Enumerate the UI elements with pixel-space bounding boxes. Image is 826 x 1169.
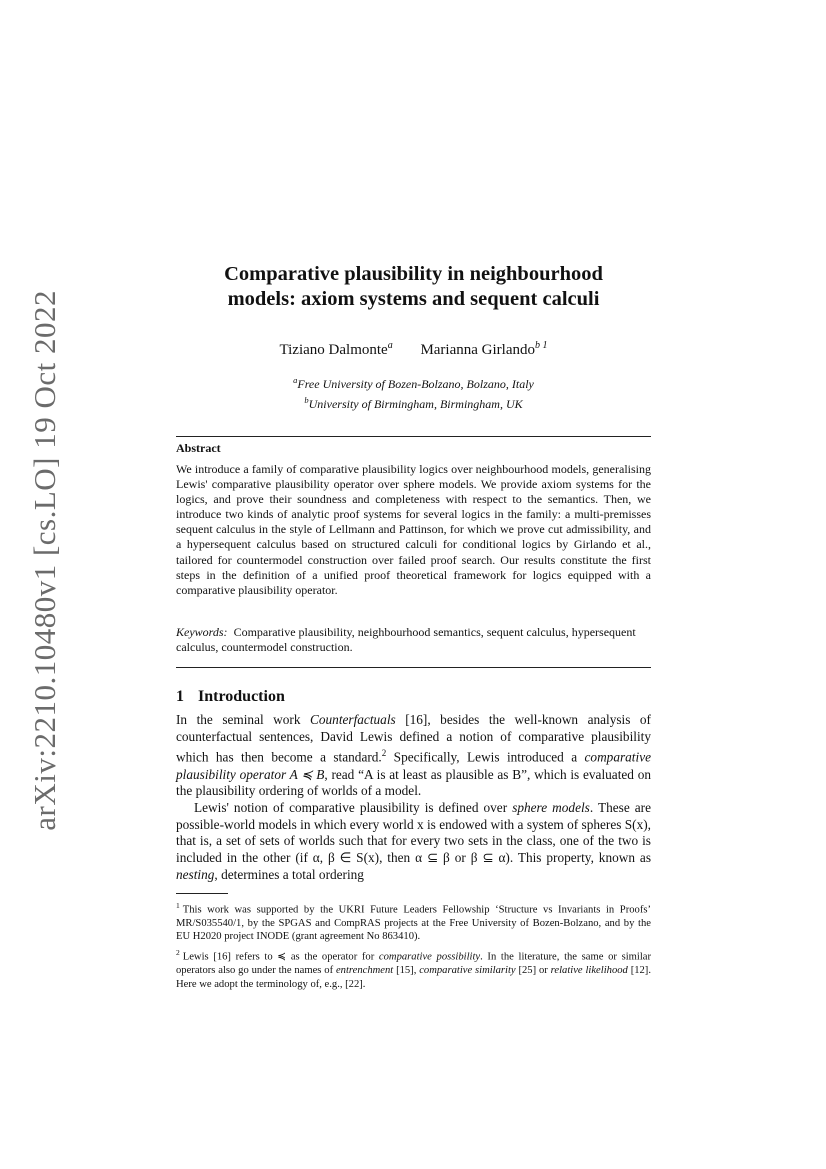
author-1-name: Tiziano Dalmonte [279, 342, 388, 358]
p2-text-e: , determines a total ordering [214, 866, 364, 882]
p1-text-a: In the seminal work [176, 712, 310, 727]
author-2-sup: b 1 [534, 340, 548, 351]
p2-sphere-models: sphere models [512, 799, 590, 815]
abstract-heading: Abstract [176, 441, 221, 455]
title-line-2: models: axiom systems and sequent calculi [227, 288, 600, 310]
intro-paragraph-2 [176, 800, 651, 884]
section-number: 1 [176, 688, 184, 705]
fn2-comparative-similarity: comparative similarity [419, 965, 516, 977]
author-2 [420, 342, 547, 358]
fn2-relative-likelihood: relative likelihood [550, 965, 628, 977]
fn2-text-i: [12]. Here we adopt the terminology of, e.g., [22]. [176, 965, 651, 990]
author-1-sup: a [387, 340, 393, 351]
abstract-top-rule [176, 436, 651, 437]
p2-nesting: nesting [176, 866, 215, 882]
section-title: Introduction [198, 688, 285, 705]
p1-text-f: , read “A is at least as plausible as B”, which is evaluated on the plausibility ordering of worlds of a model. [176, 766, 651, 799]
p1-text-d: Specifically, Lewis introduced a [386, 749, 585, 765]
affiliation-b [176, 392, 651, 412]
authors [176, 340, 651, 359]
footnotes [176, 899, 651, 994]
arxiv-stamp-text: arXiv:2210.10480v1 [cs.LO] 19 Oct 2022 [27, 289, 62, 831]
abstract-bottom-rule [176, 667, 651, 668]
keywords [176, 625, 651, 655]
author-2-name: Marianna Girlando [420, 342, 535, 358]
affiliation-b-sup: b [304, 395, 309, 405]
p1-footnote-mark[interactable]: 2 [381, 748, 387, 759]
footnote-1 [176, 899, 651, 943]
keywords-text: Comparative plausibility, neighbourhood semantics, sequent calculus, hypersequent calculus, countermodel construction. [176, 625, 636, 655]
intro-paragraph-1 [176, 712, 651, 800]
p1-text-c: [16], besides the well-known analysis of counterfactual sentences, David Lewis defined a notion of comparative plausibility which has then become a standard. [176, 712, 651, 765]
fn2-text-g: [25] or [515, 965, 551, 977]
footnote-2 [176, 946, 651, 990]
footnote-rule [176, 893, 228, 894]
abstract-text: We introduce a family of comparative plausibility logics over neighbourhood models, generalising Lewis' comparative plausibility operator over sphere models. We provide axiom systems for the logics, and prove their soundness and completeness with respect to the semantics. Then, we introduce two kinds of analytic proof systems for several logics in the family: a multi-premisses sequent calculus in the style of Lellmann and Pattinson, for which we prove cut admissibility, and a hypersequent calculus based on structured calculi for conditional logics by Girlando et al., tailored for countermodel construction over failed proof search. Our results constitute the first steps in the definition of a unified proof theoretical framework for logics equipped with a comparative plausibility operator. [176, 462, 651, 597]
affiliation-a [176, 372, 651, 392]
section-heading [176, 688, 651, 706]
arxiv-stamp[interactable] [22, 289, 68, 831]
affiliation-b-text: University of Birmingham, Birmingham, UK [308, 397, 523, 411]
author-1 [280, 342, 393, 358]
paper-title [176, 262, 651, 312]
p2-text-a: Lewis' notion of comparative plausibility is defined over [194, 799, 513, 815]
footnote-1-text: This work was supported by the UKRI Future Leaders Fellowship ‘Structure vs Invariants in Proofs’ MR/S035540/1, by the SPGAS and CompRAS projects at the Free University of Bozen-Bolzano, and by the EU H2020 project INODE (grant agreement No 863410). [176, 904, 651, 943]
footnote-2-mark: 2 [176, 948, 180, 958]
affiliation-a-sup: a [293, 375, 298, 385]
introduction-body [176, 712, 651, 883]
title-line-1: Comparative plausibility in neighbourhood [224, 263, 603, 285]
affiliation-a-text: Free University of Bozen-Bolzano, Bolzano, Italy [297, 377, 534, 391]
p1-book-title: Counterfactuals [310, 712, 396, 727]
p1-operator-term: comparative plausibility operator A ≼ B [176, 749, 651, 782]
fn2-comparative-possibility: comparative possibility [378, 951, 481, 963]
keywords-label: Keywords: [176, 625, 228, 639]
fn2-text-c: . In the literature, the same or similar operators also go under the names of [176, 951, 652, 977]
fn2-entrenchment: entrenchment [335, 965, 394, 977]
p2-text-c: . These are possible-world models in which every world x is endowed with a system of spheres S(x), that is, a set of sets of worlds such that for every two sets in the class, one of the two is included in the other (if α, β ∈ S(x), then α ⊆ β or β ⊆ α). This property, known as [176, 799, 652, 866]
fn2-text-e: [15], [393, 965, 420, 977]
fn2-text-a: Lewis [16] refers to ≼ as the operator for [182, 951, 379, 963]
affiliations [176, 372, 651, 412]
footnote-1-mark: 1 [176, 901, 180, 910]
